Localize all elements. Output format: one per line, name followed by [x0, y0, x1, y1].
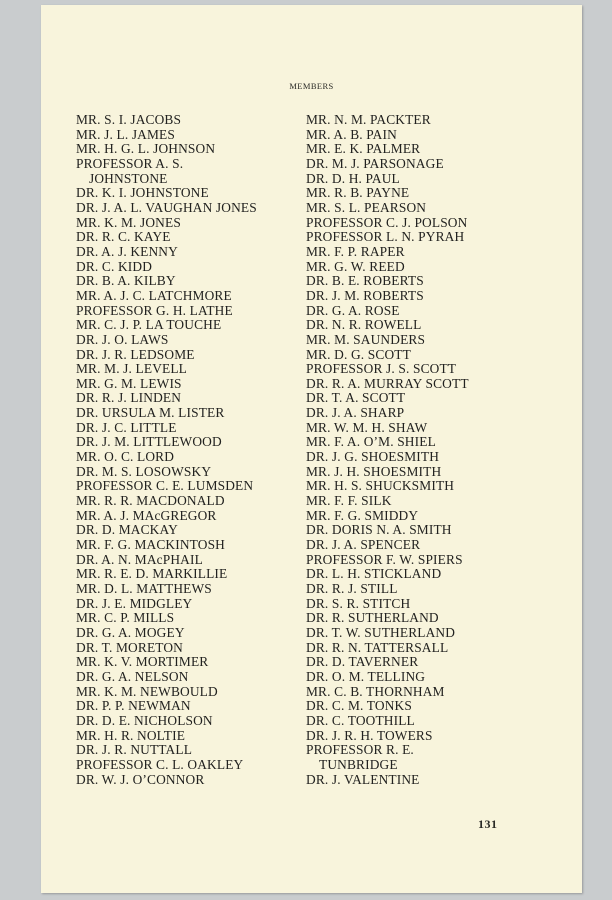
member-entry: DR. G. A. NELSON	[76, 668, 189, 684]
member-entry: MR. W. M. H. SHAW	[306, 419, 428, 435]
member-entry: DR. A. J. KENNY	[76, 243, 178, 259]
member-entry: MR. D. G. SCOTT	[306, 346, 411, 362]
member-entry: DR. D. E. NICHOLSON	[76, 712, 213, 728]
member-entry: DR. J. M. ROBERTS	[306, 287, 424, 303]
member-entry: DR. J. C. LITTLE	[76, 419, 177, 435]
member-entry: DR. J. M. LITTLEWOOD	[76, 434, 222, 450]
member-entry: DR. J. O. LAWS	[76, 331, 169, 347]
member-entry: MR. G. W. REED	[306, 258, 405, 274]
member-entry: PROFESSOR G. H. LATHE	[76, 302, 233, 318]
member-entry: MR. M. J. LEVELL	[76, 361, 188, 377]
member-entry: DR. O. M. TELLING	[306, 668, 426, 684]
member-entry: MR. J. H. SHOESMITH	[306, 463, 442, 479]
member-entry: PROFESSOR L. N. PYRAH	[306, 229, 465, 245]
member-entry: DR. C. KIDD	[76, 258, 153, 274]
member-entry: DR. J. R. NUTTALL	[76, 742, 193, 758]
member-entry: MR. H. S. SHUCKSMITH	[306, 478, 455, 494]
member-entry: MR. F. A. O’M. SHIEL	[306, 434, 436, 450]
member-entry: DR. R. C. KAYE	[76, 229, 171, 245]
member-entry: DR. A. N. MAcPHAIL	[76, 551, 203, 567]
member-entry: DR. C. TOOTHILL	[306, 712, 415, 728]
member-entry: PROFESSOR A. S.	[76, 155, 184, 171]
member-entry: MR. R. E. D. MARKILLIE	[76, 566, 228, 582]
member-entry: DR. M. S. LOSOWSKY	[76, 463, 212, 479]
member-entry: PROFESSOR C. L. OAKLEY	[76, 756, 244, 772]
member-entry: MR. S. L. PEARSON	[306, 199, 427, 215]
member-entry: DR. N. R. ROWELL	[306, 317, 422, 333]
member-entry: MR. F. G. MACKINTOSH	[76, 537, 226, 553]
member-entry: DR. D. MACKAY	[76, 522, 178, 538]
member-entry: DR. J. R. LEDSOME	[76, 346, 195, 362]
member-entry: MR. K. M. JONES	[76, 214, 181, 230]
member-entry: MR. R. B. PAYNE	[306, 185, 410, 201]
member-entry: MR. H. R. NOLTIE	[76, 727, 186, 743]
member-entry: DR. G. A. MOGEY	[76, 624, 185, 640]
member-entry: PROFESSOR F. W. SPIERS	[306, 551, 463, 567]
member-entry: DR. R. N. TATTERSALL	[306, 639, 449, 655]
member-entry: MR. A. J. MAcGREGOR	[76, 507, 217, 523]
member-entry: DR. C. M. TONKS	[306, 698, 412, 714]
member-entry: DR. J. A. SPENCER	[306, 537, 421, 553]
member-entry: MR. R. R. MACDONALD	[76, 493, 225, 509]
member-entry: MR. S. I. JACOBS	[76, 112, 182, 127]
member-entry: DR. J. G. SHOESMITH	[306, 449, 440, 465]
member-entry: PROFESSOR R. E.	[306, 742, 414, 758]
member-entry: DR. K. I. JOHNSTONE	[76, 185, 209, 201]
member-entry: MR. G. M. LEWIS	[76, 375, 182, 391]
member-entry: DR. R. J. LINDEN	[76, 390, 182, 406]
member-entry: DR. D. H. PAUL	[306, 170, 400, 186]
member-entry: MR. J. L. JAMES	[76, 126, 175, 142]
member-entry: PROFESSOR J. S. SCOTT	[306, 361, 457, 377]
member-entry: PROFESSOR C. J. POLSON	[306, 214, 468, 230]
member-entry: MR. O. C. LORD	[76, 449, 175, 465]
member-entry: MR. K. V. MORTIMER	[76, 654, 209, 670]
member-entry: MR. F. G. SMIDDY	[306, 507, 419, 523]
member-entry: DR. DORIS N. A. SMITH	[306, 522, 452, 538]
member-entry: MR. N. M. PACKTER	[306, 112, 431, 127]
member-entry: DR. T. W. SUTHERLAND	[306, 624, 456, 640]
members-list-right	[306, 113, 469, 787]
member-entry: DR. B. A. KILBY	[76, 273, 176, 289]
member-entry: PROFESSOR C. E. LUMSDEN	[76, 478, 254, 494]
member-entry: DR. R. A. MURRAY SCOTT	[306, 375, 469, 391]
member-entry: MR. A. J. C. LATCHMORE	[76, 287, 232, 303]
member-entry: DR. J. A. L. VAUGHAN JONES	[76, 199, 257, 215]
member-entry: DR. M. J. PARSONAGE	[306, 155, 444, 171]
member-entry: MR. M. SAUNDERS	[306, 331, 426, 347]
member-entry: MR. K. M. NEWBOULD	[76, 683, 218, 699]
member-entry: DR. S. R. STITCH	[306, 595, 411, 611]
member-entry: DR. J. E. MIDGLEY	[76, 595, 193, 611]
member-entry: DR. J. VALENTINE	[306, 771, 420, 787]
member-entry: DR. T. A. SCOTT	[306, 390, 406, 406]
member-entry: DR. T. MORETON	[76, 639, 184, 655]
member-entry: DR. R. SUTHERLAND	[306, 610, 439, 626]
member-entry-continuation: JOHNSTONE	[89, 170, 168, 186]
member-entry: DR. D. TAVERNER	[306, 654, 419, 670]
member-entry: MR. C. P. MILLS	[76, 610, 175, 626]
members-list-left	[76, 113, 257, 787]
member-entry: MR. E. K. PALMER	[306, 141, 421, 157]
member-entry: DR. L. H. STICKLAND	[306, 566, 442, 582]
document-page	[41, 5, 582, 893]
member-entry: MR. A. B. PAIN	[306, 126, 397, 142]
member-entry: DR. W. J. O’CONNOR	[76, 771, 205, 787]
member-entry: MR. F. F. SILK	[306, 493, 392, 509]
page-number: 131	[478, 817, 498, 831]
member-entry: DR. P. P. NEWMAN	[76, 698, 191, 714]
member-entry: DR. URSULA M. LISTER	[76, 405, 225, 421]
page-header: MEMBERS	[289, 81, 334, 91]
member-entry: MR. F. P. RAPER	[306, 243, 405, 259]
member-entry: MR. C. B. THORNHAM	[306, 683, 445, 699]
member-entry: MR. D. L. MATTHEWS	[76, 581, 212, 596]
member-entry: DR. J. R. H. TOWERS	[306, 727, 433, 743]
member-entry: MR. H. G. L. JOHNSON	[76, 141, 216, 157]
member-entry: DR. J. A. SHARP	[306, 405, 405, 421]
member-entry: DR. R. J. STILL	[306, 581, 398, 596]
member-entry: MR. C. J. P. LA TOUCHE	[76, 317, 222, 333]
member-entry: DR. G. A. ROSE	[306, 302, 400, 318]
member-entry-continuation: TUNBRIDGE	[319, 756, 398, 772]
member-entry: DR. B. E. ROBERTS	[306, 273, 424, 289]
